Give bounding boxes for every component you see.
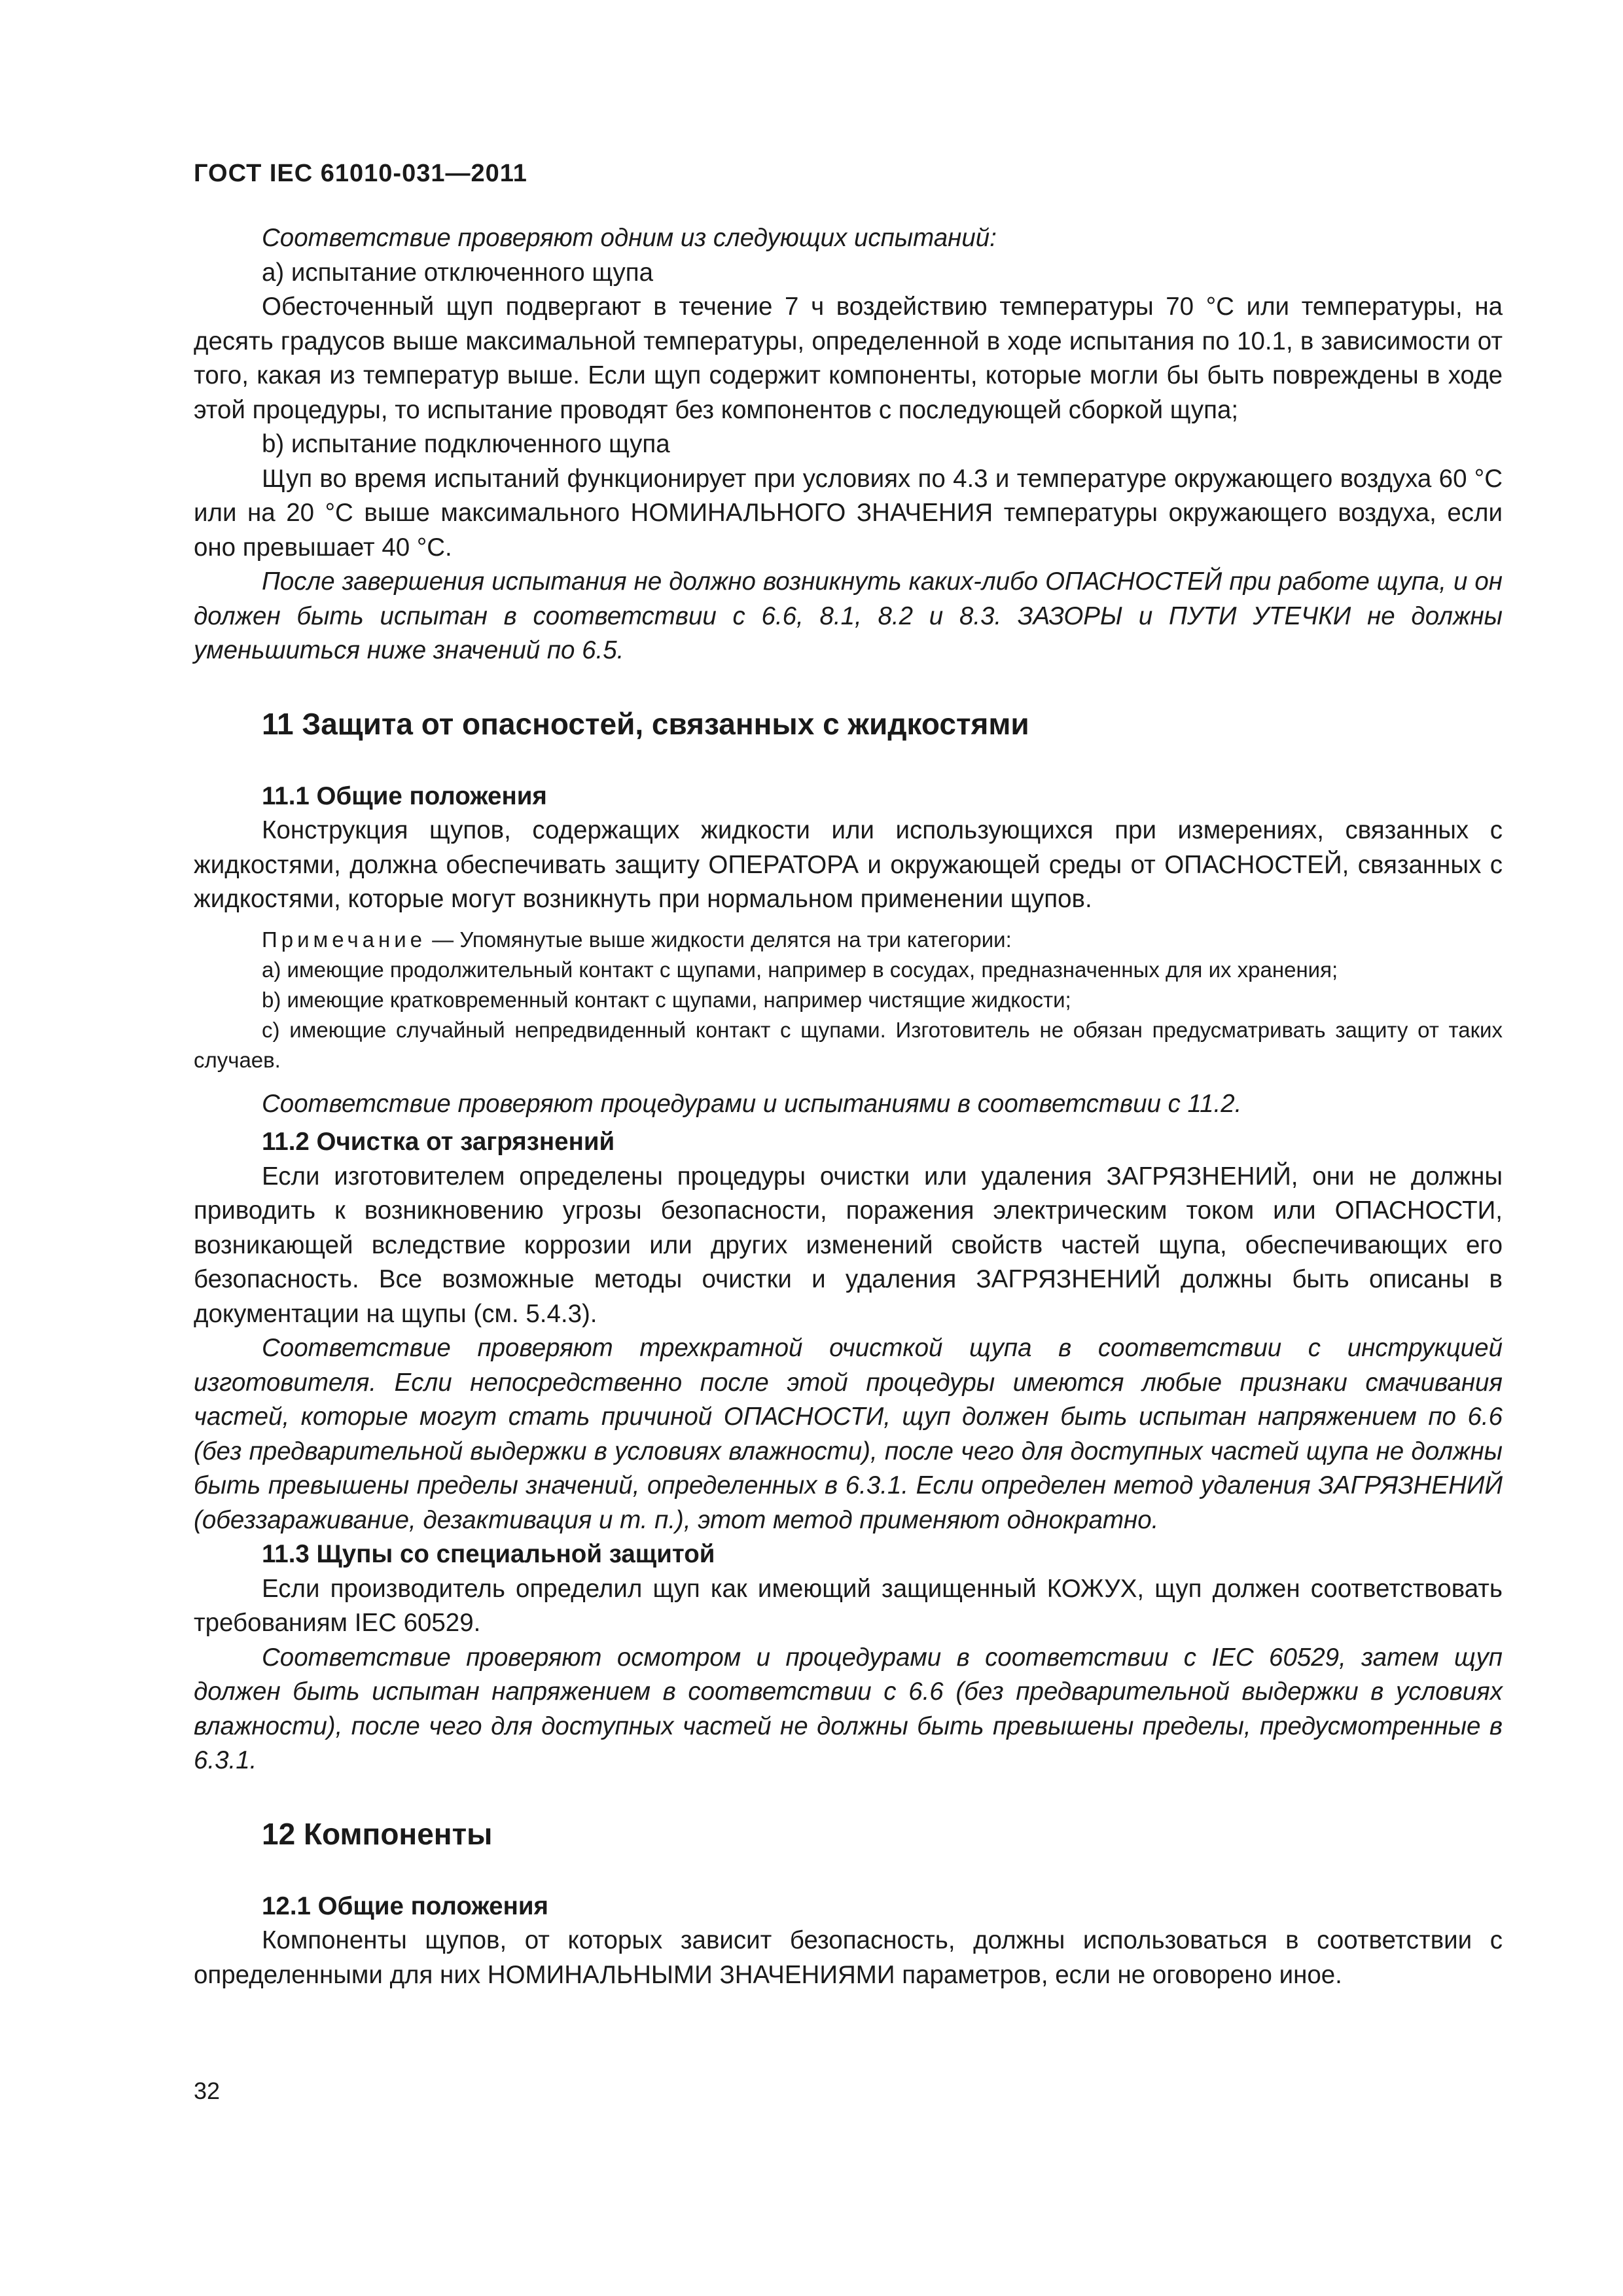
page-body <box>194 221 1503 1992</box>
note-item-a: a) имеющие продолжительный контакт с щупами, например в сосудах, предназначенных для их хранения; <box>262 957 1338 982</box>
paragraph: Конструкция щупов, содержащих жидкости или использующихся при измерениях, связанных с жидкостями, должна обеспечивать защиту ОПЕРАТОРА и окружающей среды от ОПАСНОСТЕЙ, связанных с жидкостями, которые могут возникнуть при нормальном применении щупов. <box>194 816 1503 913</box>
section-heading-12: 12 Компоненты <box>262 1816 493 1851</box>
note-heading <box>194 925 1503 955</box>
note-label: Примечание <box>262 927 427 952</box>
section-heading-11: 11 Защита от опасностей, связанных с жидкостями <box>262 706 1029 741</box>
subsection-heading-12-1: 12.1 Общие положения <box>262 1892 548 1920</box>
subsection-heading-11-3: 11.3 Щупы со специальной защитой <box>262 1540 715 1568</box>
compliance-paragraph: Соответствие проверяют осмотром и процедурами в соответствии с IEC 60529, затем щуп должен быть испытан напряжением в соответствии с 6.6 (без предварительной выдержки в условиях влажности), после чего для доступных частей не должны быть превышены пределы, предусмотренные в 6.3.1. <box>194 1643 1503 1774</box>
compliance-intro: Соответствие проверяют одним из следующих испытаний: <box>262 224 997 252</box>
note-intro: — Упомянутые выше жидкости делятся на три категории: <box>426 927 1012 952</box>
paragraph: Если изготовителем определены процедуры очистки или удаления ЗАГРЯЗНЕНИЙ, они не должны приводить к возникновению угрозы безопасности, поражения электрическим током или ОПАСНОСТИ, возникающей вследствие коррозии или других изменений свойств частей щупа, обеспечивающих его безопасность. Все возможные методы очистки и удаления ЗАГРЯЗНЕНИЙ должны быть описаны в документации на щупы (см. 5.4.3). <box>194 1162 1503 1328</box>
paragraph: Щуп во время испытаний функционирует при условиях по 4.3 и температуре окружающего воздуха 60 °С или на 20 °С выше максимального НОМИНАЛЬНОГО ЗНАЧЕНИЯ температуры окружающего воздуха, если оно превышает 40 °С. <box>194 464 1503 562</box>
note-item-b: b) имеющие кратковременный контакт с щупами, например чистящие жидкости; <box>262 987 1071 1012</box>
paragraph: Компоненты щупов, от которых зависит безопасность, должны использоваться в соответствии с определенными для них НОМИНАЛЬНЫМИ ЗНАЧЕНИЯМИ параметров, если не оговорено иное. <box>194 1926 1503 1989</box>
compliance-paragraph: Соответствие проверяют трехкратной очисткой щупа в соответствии с инструкцией изготовителя. Если непосредственно после этой процедуры имеются любые признаки смачивания частей, которые могут стать причиной ОПАСНОСТИ, щуп должен быть испытан напряжением по 6.6 (без предварительной выдержки в условиях влажности), после чего для доступных частей щупа не должны быть превышены пределы значений, определенных в 6.3.1. Если определен метод удаления ЗАГРЯЗНЕНИЙ (обеззараживание, дезактивация и т. п.), этот метод применяют однократно. <box>194 1334 1503 1534</box>
note-item-c: c) имеющие случайный непредвиденный контакт с щупами. Изготовитель не обязан предусматривать защиту от таких случаев. <box>194 1017 1503 1072</box>
subsection-heading-11-1: 11.1 Общие положения <box>262 781 547 810</box>
page-number: 32 <box>194 2077 221 2104</box>
paragraph: Если производитель определил щуп как имеющий защищенный КОЖУХ, щуп должен соответствовать требованиям IEC 60529. <box>194 1574 1503 1637</box>
subsection-heading-11-2: 11.2 Очистка от загрязнений <box>262 1128 615 1156</box>
document-header: ГОСТ IEC 61010-031—2011 <box>194 160 527 187</box>
list-item-a: a) испытание отключенного щупа <box>262 258 653 287</box>
paragraph: Обесточенный щуп подвергают в течение 7 ч воздействию температуры 70 °С или температуры, на десять градусов выше максимальной температуры, определенной в ходе испытания по 10.1, в зависимости от того, какая из температур выше. Если щуп содержит компоненты, которые могли бы быть повреждены в ходе этой процедуры, то испытание проводят без компонентов с последующей сборкой щупа; <box>194 293 1503 424</box>
compliance-paragraph: После завершения испытания не должно возникнуть каких-либо ОПАСНОСТЕЙ при работе щупа, и он должен быть испытан в соответствии с 6.6, 8.1, 8.2 и 8.3. ЗАЗОРЫ и ПУТИ УТЕЧКИ не должны уменьшиться ниже значений по 6.5. <box>194 567 1503 664</box>
list-item-b: b) испытание подключенного щупа <box>262 430 670 458</box>
compliance-paragraph: Соответствие проверяют процедурами и испытаниями в соответствии с 11.2. <box>262 1089 1242 1118</box>
note-block <box>194 925 1503 1075</box>
